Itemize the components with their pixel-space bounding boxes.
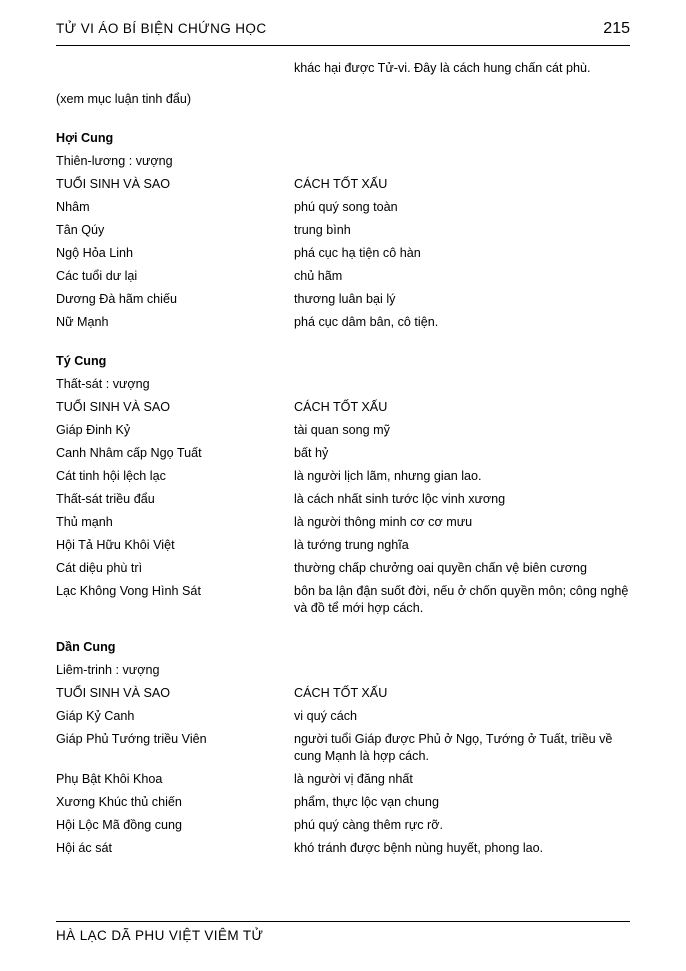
row-left: Dương Đà hãm chiếu (56, 292, 177, 306)
row-right: là người vị đăng nhất (294, 772, 413, 786)
table-row (56, 840, 630, 857)
table-row (56, 560, 630, 577)
section-subtitle-row (56, 662, 630, 679)
table-header-row (56, 399, 630, 416)
column-header-left: TUỔI SINH VÀ SAO (56, 177, 171, 191)
footer-divider (56, 921, 630, 922)
row-left: Ngộ Hỏa Linh (56, 246, 134, 260)
row-left: Thất-sát triều đẩu (56, 492, 155, 506)
row-right: phá cục hạ tiện cô hàn (294, 246, 421, 260)
row-right: thương luân bại lý (294, 292, 396, 306)
row-left: Canh Nhâm cấp Ngọ Tuất (56, 446, 202, 460)
table-row (56, 314, 630, 331)
table-header-row (56, 685, 630, 702)
row-left: Xương Khúc thủ chiến (56, 795, 182, 809)
column-header-right: CÁCH TỐT XẤU (294, 400, 388, 414)
row-right: bôn ba lận đận suốt đời, nếu ở chốn quyền môn; công nghệ và đồ tể mới hợp cách. (294, 584, 629, 615)
section-subtitle: Thất-sát : vượng (56, 377, 150, 391)
row-left: Hội Lộc Mã đồng cung (56, 818, 183, 832)
row-right: khó tránh được bệnh nùng huyết, phong lao. (294, 841, 544, 855)
column-header-right: CÁCH TỐT XẤU (294, 177, 388, 191)
table-row (56, 708, 630, 725)
row-right: vi quý cách (294, 709, 357, 723)
section-heading-row (56, 639, 630, 656)
header-title: TỬ VI ÁO BÍ BIỆN CHỨNG HỌC (56, 21, 267, 36)
table-row (56, 445, 630, 462)
note-row (56, 91, 630, 108)
table-row (56, 199, 630, 216)
row-left: Cát diệu phù trì (56, 561, 143, 575)
row-left: Thủ mạnh (56, 515, 113, 529)
row-right: phú quý song toàn (294, 200, 398, 214)
spacer (56, 77, 630, 91)
section-heading-row (56, 353, 630, 370)
page-number: 215 (603, 20, 630, 37)
table-row (56, 771, 630, 788)
row-right: chủ hãm (294, 269, 343, 283)
page-content (56, 60, 630, 857)
table-row (56, 583, 630, 617)
table-header-row (56, 176, 630, 193)
row-right: là cách nhất sinh tước lộc vinh xương (294, 492, 506, 506)
row-right: phú quý càng thêm rực rỡ. (294, 818, 443, 832)
table-row (56, 491, 630, 508)
section-heading-row (56, 130, 630, 147)
section-heading-hoi-cung: Hợi Cung (56, 131, 114, 145)
row-right: trung bình (294, 223, 351, 237)
table-row (56, 514, 630, 531)
row-right: thường chấp chưởng oai quyền chấn vệ biên cương (294, 561, 588, 575)
continuation-row (56, 60, 630, 77)
row-right: người tuổi Giáp được Phủ ở Ngọ, Tướng ở Tuất, triều về cung Mạnh là hợp cách. (294, 732, 613, 763)
row-left: Nữ Mạnh (56, 315, 109, 329)
section-heading-ty-cung: Tý Cung (56, 354, 107, 368)
row-left: Giáp Phủ Tướng triều Viên (56, 732, 207, 746)
column-header-left: TUỔI SINH VÀ SAO (56, 686, 171, 700)
column-header-left: TUỔI SINH VÀ SAO (56, 400, 171, 414)
row-left: Cát tinh hội lệch lạc (56, 469, 166, 483)
row-left: Lạc Không Vong Hình Sát (56, 584, 201, 598)
spacer (56, 617, 630, 639)
section-heading-dan-cung: Dần Cung (56, 640, 116, 654)
row-right: là người lịch lãm, nhưng gian lao. (294, 469, 482, 483)
table-row (56, 468, 630, 485)
row-right: phẩm, thực lộc vạn chung (294, 795, 439, 809)
row-left: Giáp Đinh Kỷ (56, 423, 131, 437)
column-header-right: CÁCH TỐT XẤU (294, 686, 388, 700)
section-subtitle: Liêm-trinh : vượng (56, 663, 160, 677)
row-left: Nhâm (56, 200, 90, 214)
table-row (56, 268, 630, 285)
section-subtitle-row (56, 376, 630, 393)
table-row (56, 245, 630, 262)
row-left: Hội ác sát (56, 841, 112, 855)
table-row (56, 222, 630, 239)
row-left: Tân Qúy (56, 223, 105, 237)
table-row (56, 731, 630, 765)
row-right: bất hỷ (294, 446, 329, 460)
row-left: Hội Tả Hữu Khôi Việt (56, 538, 175, 552)
note-text: (xem mục luận tinh đẩu) (56, 92, 192, 106)
table-row (56, 794, 630, 811)
section-subtitle-row (56, 153, 630, 170)
table-row (56, 537, 630, 554)
table-row (56, 291, 630, 308)
row-left: Các tuổi dư lại (56, 269, 138, 283)
row-right: là tướng trung nghĩa (294, 538, 409, 552)
continuation-text: khác hại được Tử-vi. Đây là cách hung chấn cát phù. (294, 61, 591, 75)
spacer (56, 108, 630, 130)
row-right: tài quan song mỹ (294, 423, 390, 437)
section-subtitle: Thiên-lương : vượng (56, 154, 173, 168)
row-left: Phụ Bật Khôi Khoa (56, 772, 163, 786)
row-right: phá cục dâm bân, cô tiện. (294, 315, 439, 329)
footer-text: HÀ LẠC DÃ PHU VIỆT VIÊM TỬ (56, 928, 264, 943)
page-header (56, 20, 630, 38)
row-right: là người thông minh cơ cơ mưu (294, 515, 473, 529)
header-divider (56, 45, 630, 46)
table-row (56, 817, 630, 834)
spacer (56, 331, 630, 353)
row-left: Giáp Kỷ Canh (56, 709, 135, 723)
table-row (56, 422, 630, 439)
